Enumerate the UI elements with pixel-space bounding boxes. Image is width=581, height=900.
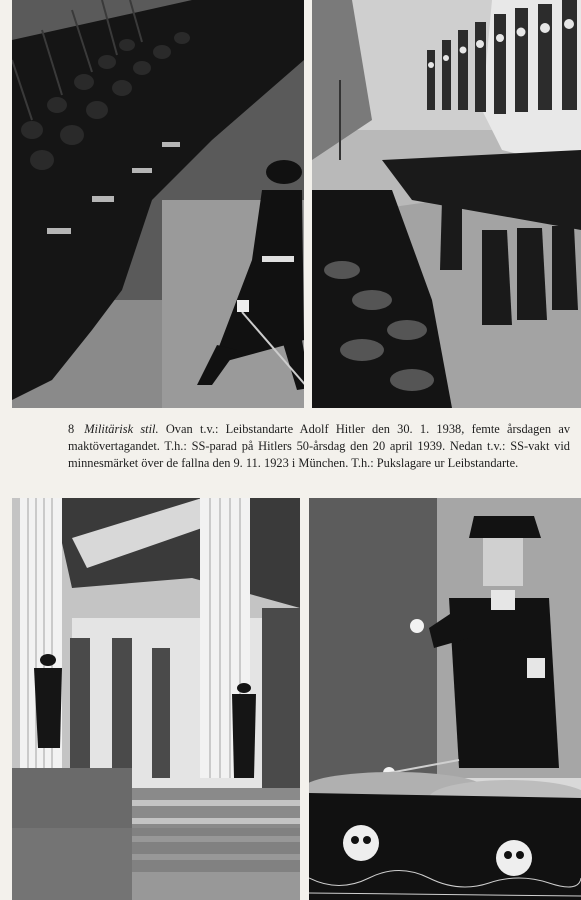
photo-memorial-guard [12, 498, 300, 900]
figure-number: 8 [68, 422, 75, 436]
photo-parade-boulevard [312, 0, 581, 408]
figure-caption [68, 421, 570, 472]
photo-marching-column [12, 0, 304, 408]
caption-title: Militärisk stil. [84, 422, 159, 436]
caption-body: Ovan t.v.: Leibstandarte Adolf Hitler den 30. 1. 1938, femte årsdagen av maktövertagandet. T.h.: SS-parad på Hitlers 50-årsdag den 20 april 1939. Nedan t.v.: SS-vakt vid minnesmärket över de fallna den 9. 11. 1923 i München. T.h.: Pukslagare ur Leibstandarte. [68, 422, 571, 470]
photo-kettledrummer [309, 498, 581, 900]
